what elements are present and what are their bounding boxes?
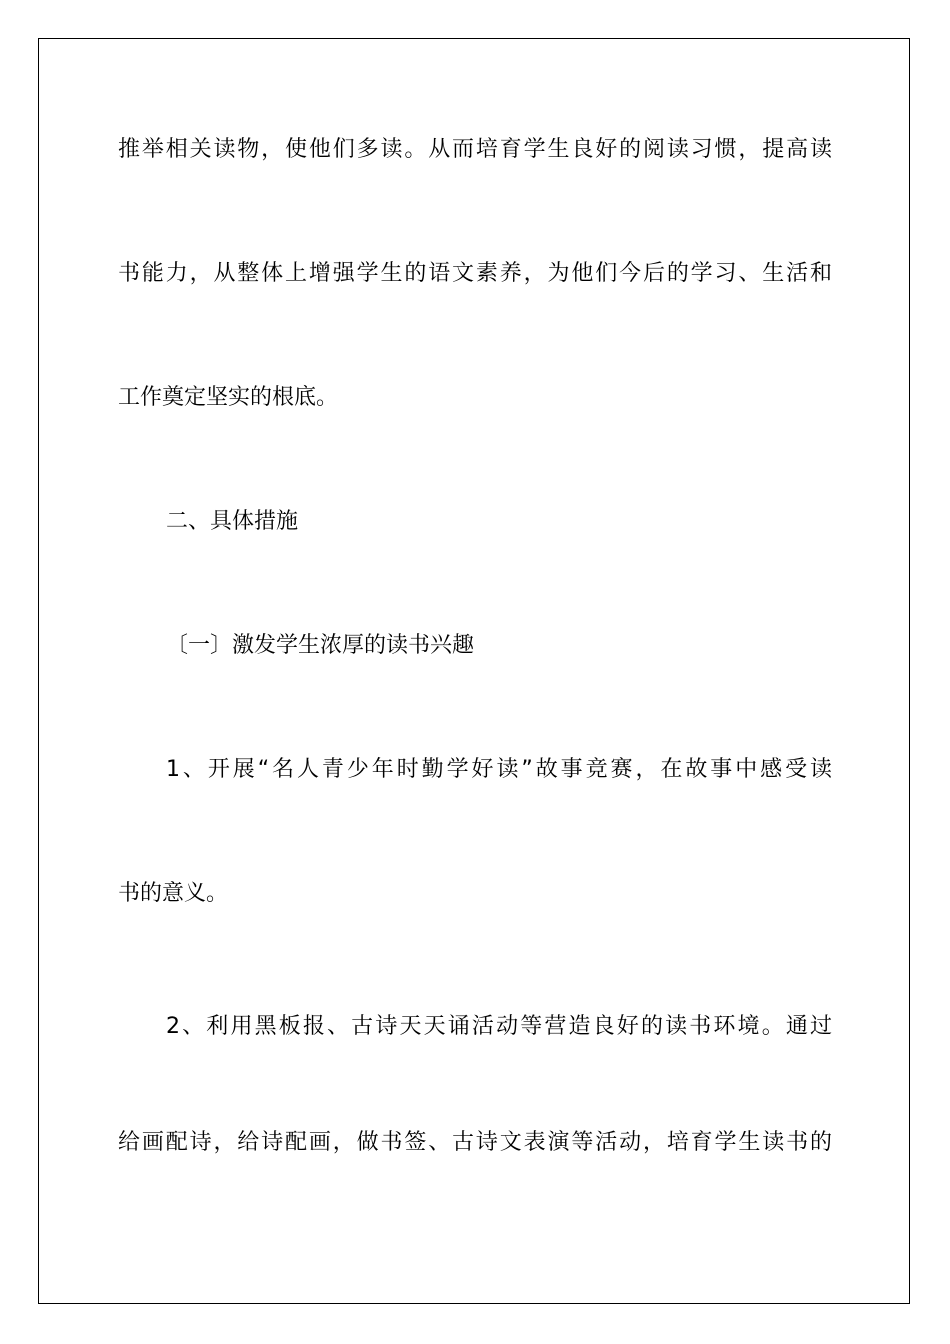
subsection-heading: 〔一〕激发学生浓厚的读书兴趣 xyxy=(166,633,475,658)
item-1-line-2: 书的意义。 xyxy=(118,881,229,906)
section-heading: 二、具体措施 xyxy=(166,509,299,534)
item-2-line-2: 给画配诗，给诗配画，做书签、古诗文表演等活动，培育学生读书的 xyxy=(118,1130,832,1155)
item-1-line-1: 1、开展“名人青少年时勤学好读”故事竞赛，在故事中感受读 xyxy=(166,757,832,782)
item-2-line-1: 2、利用黑板报、古诗天天诵活动等营造良好的读书环境。通过 xyxy=(166,1014,832,1039)
text-line-2: 书能力，从整体上增强学生的语文素养，为他们今后的学习、生活和 xyxy=(118,261,832,286)
text-line-1: 推举相关读物，使他们多读。从而培育学生良好的阅读习惯，提高读 xyxy=(118,137,832,162)
text-line-3: 工作奠定坚实的根底。 xyxy=(118,385,339,410)
page-border xyxy=(38,38,910,1304)
